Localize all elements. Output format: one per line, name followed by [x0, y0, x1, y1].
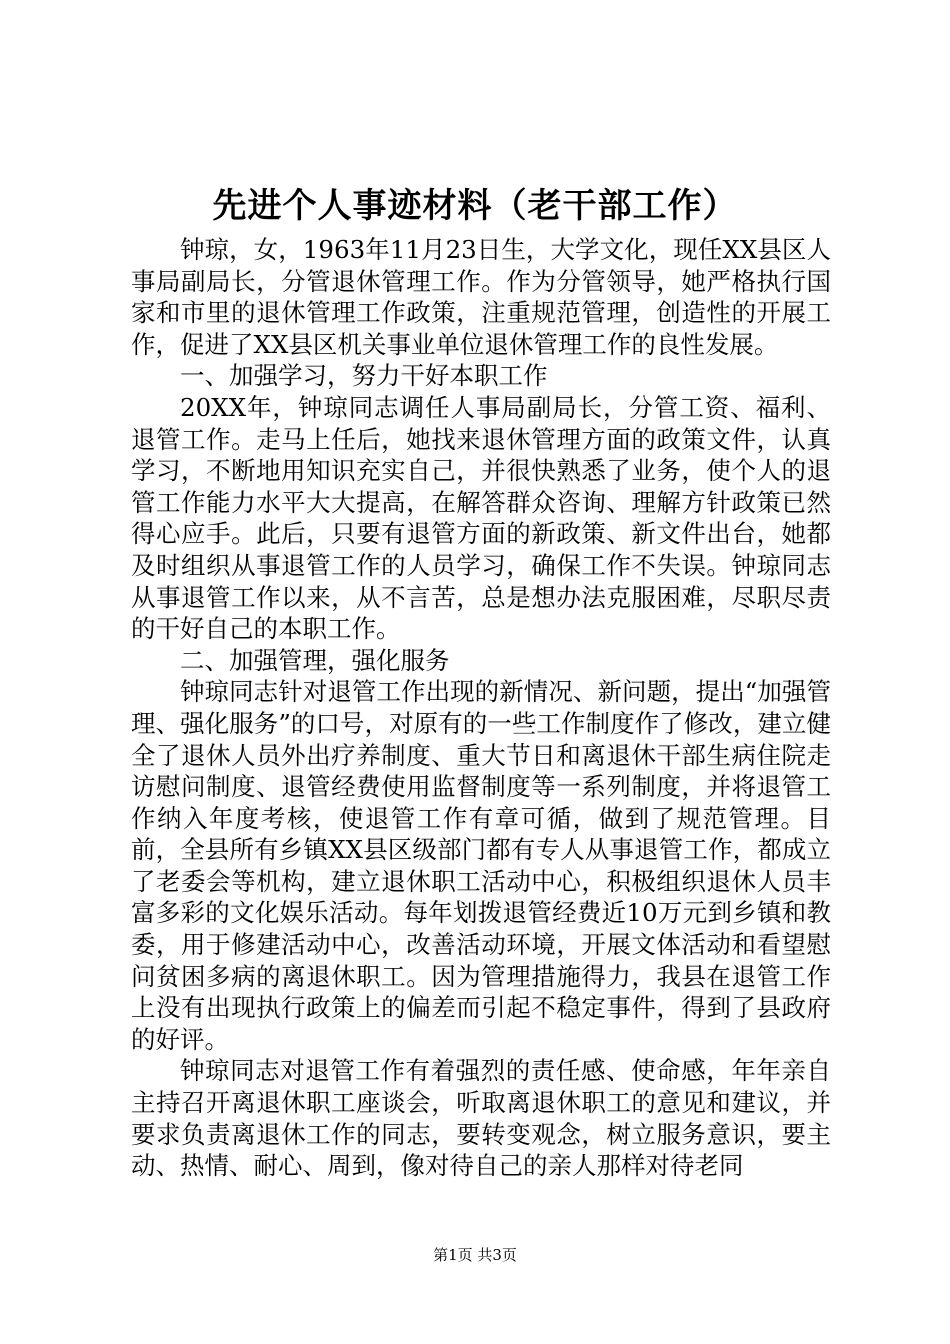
section-heading-2: 二、加强管理，强化服务 [180, 645, 450, 675]
section-heading-1: 一、加强学习，努力干好本职工作 [180, 361, 548, 391]
document-title: 先进个人事迹材料（老干部工作） [212, 186, 738, 226]
page-footer: 第1页 共3页 [433, 1246, 517, 1264]
paragraph-management: 钟琼同志针对退管工作出现的新情况、新问题，提出“加强管理、强化服务”的口号，对原有的一些工作制度作了修改，建立健全了退休人员外出疗养制度、重大节日和离退休干部生病住院走访慰问制度、退管经费使用监督制度等一系列制度，并将退管工作纳入年度考核，使退管工作有章可循，做到了规范管理。目前，全县所有乡镇XX县区级部门都有专人从事退管工作，都成立了老委会等机构，建立退休职工活动中心，积极组织退休人员丰富多彩的文化娱乐活动。每年划拨退管经费近10万元到乡镇和教委，用于修建活动中心，改善活动环境，开展文体活动和看望慰问贫困多病的离退休职工。因为管理措施得力，我县在退管工作上没有出现执行政策上的偏差而引起不稳定事件，得到了县政府的好评。 [131, 677, 831, 1054]
paragraph-responsibility: 钟琼同志对退管工作有着强烈的责任感、使命感，年年亲自主持召开离退休职工座谈会，听取离退休职工的意见和建议，并要求负责离退休工作的同志，要转变观念，树立服务意识，要主动、热情、耐心、周到，像对待自己的亲人那样对待老同 [131, 1056, 831, 1181]
paragraph-intro: 钟琼，女，1963年11月23日生，大学文化，现任XX县区人事局副局长，分管退休管理工作。作为分管领导，她严格执行国家和市里的退休管理工作政策，注重规范管理，创造性的开展工作，促进了XX县区机关事业单位退休管理工作的良性发展。 [131, 235, 831, 359]
document-body [131, 234, 831, 1182]
paragraph-study: 20XX年，钟琼同志调任人事局副局长，分管工资、福利、退管工作。走马上任后，她找来退休管理方面的政策文件，认真学习，不断地用知识充实自己，并很快熟悉了业务，使个人的退管工作能力水平大大提高，在解答群众咨询、理解方针政策已然得心应手。此后，只要有退管方面的新政策、新文件出台，她都及时组织从事退管工作的人员学习，确保工作不失误。钟琼同志从事退管工作以来，从不言苦，总是想办法克服困难，尽职尽责的干好自己的本职工作。 [131, 392, 831, 644]
